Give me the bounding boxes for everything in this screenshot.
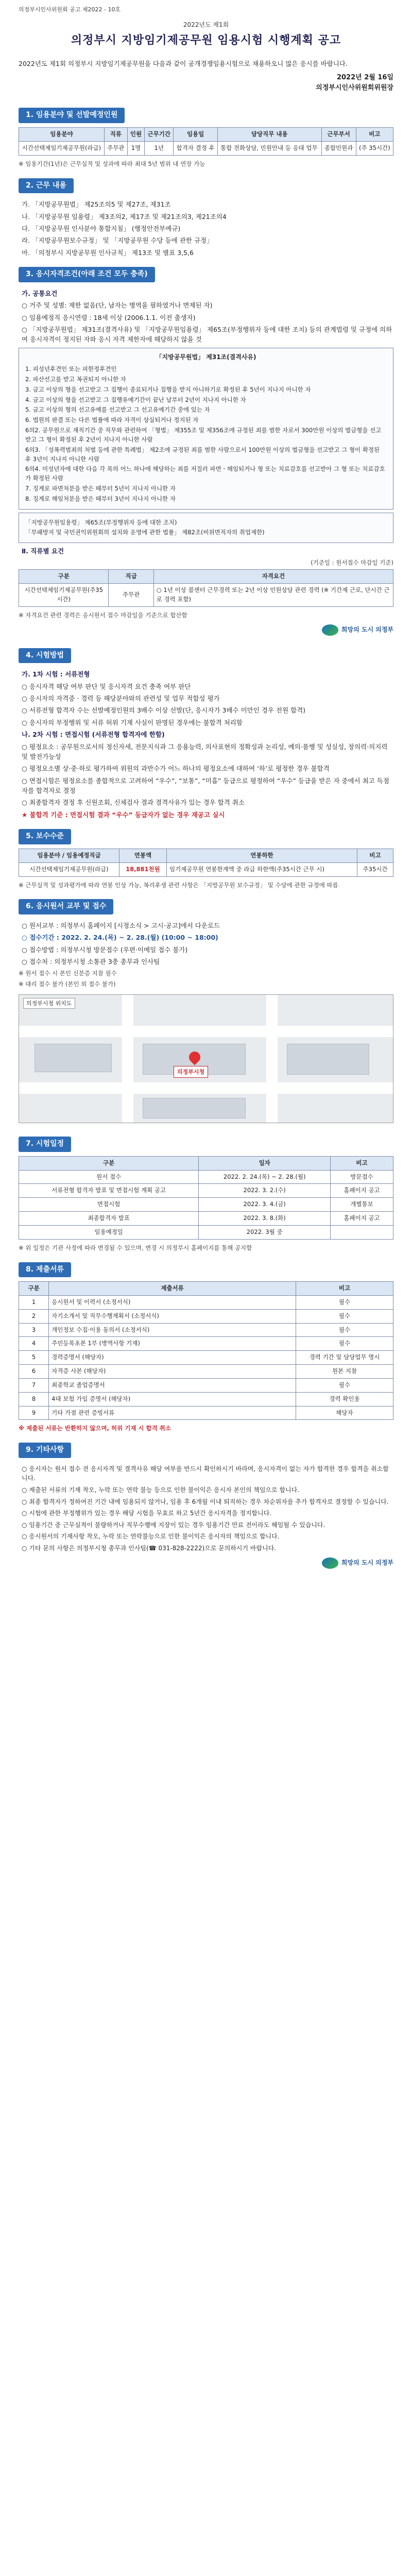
list-item: ○ 「지방공무원법」 제31조(결격사유) 및 「지방공무원임용령」 제65조(부정행위자 등에 대한 조치) 등의 관계법령 및 규정에 의하여 응시자격이 정지된 자와 응시 자격 제한자에 해당하지 않을 것: [22, 325, 392, 344]
list-item: ○ 거주 및 성별: 제한 없음(단, 남자는 병역을 필하였거나 면제된 자): [22, 301, 213, 310]
table-cell: 개별통보: [331, 1198, 393, 1212]
table-note: ※ 위 일정은 기관 사정에 따라 변경될 수 있으며, 변경 시 의정부시 홈페이지를 통해 공지함: [19, 1244, 252, 1251]
list-item: ○ 기타 문의 사항은 의정부시청 총무과 인사팀(☎ 031-828-2222)으로 문의하시기 바랍니다.: [22, 1545, 277, 1552]
col-header: 근무부서: [321, 128, 356, 142]
subsection-title: [22, 730, 393, 739]
table-cell: 임용예정일: [19, 1225, 199, 1239]
section-heading-7: 7. 시험일정: [19, 1137, 71, 1152]
table-cell: 2022. 3. 2.(수): [199, 1184, 331, 1198]
table-row: [19, 1378, 393, 1392]
table-cell: 필수: [296, 1309, 393, 1323]
table-cell: 개인정보 수집·이용 동의서 (소정서식): [49, 1323, 296, 1337]
table-cell: 경력 확인용: [296, 1392, 393, 1406]
box-line: 6의2. 공무원으로 재직기간 중 직무와 관련하여 「형법」 제355조 및 제356조에 규정된 죄를 범한 자로서 300만원 이상의 벌금형을 선고받고 그 형이 확정된 후 2년이 지나지 아니한 사람: [25, 427, 382, 443]
col-header: 임용분야 / 임용예정직급: [19, 849, 119, 862]
logo-text: 희망의 도시 의정부: [341, 626, 393, 634]
regulation-box: [19, 513, 393, 544]
col-header: 연봉하한: [166, 849, 357, 862]
col-header: 담당직무 내용: [218, 128, 322, 142]
table-cell: 2: [19, 1309, 49, 1323]
list-item: ○ 제출된 서류의 기재 착오, 누락 또는 연락 불능 등으로 인한 불이익은 응시자 본인의 책임으로 합니다.: [22, 1486, 299, 1494]
table-cell: 3: [19, 1323, 49, 1337]
notice-date: 2022년 2월 16일: [336, 74, 393, 82]
table-note: ※ 근무실적 및 성과평가에 따라 연봉 인상 가능, 복리후생 관련 사항은 「지방공무원 보수규정」 및 수당에 관한 규정에 따름: [19, 881, 338, 889]
list-item: ○ 응시자격 해당 여부 판단 및 응시자격 요건 충족 여부 판단: [22, 682, 191, 690]
section-heading-4: 4. 시험방법: [19, 648, 71, 664]
table-cell: 5: [19, 1351, 49, 1365]
list-item: 라. 「지방공무원보수규정」 및 「지방공무원 수당 등에 관한 규정」: [22, 236, 213, 245]
list-item: ○ 최종합격자 결정 후 신원조회, 신체검사 결과 결격사유가 있는 경우 합격 취소: [22, 799, 245, 807]
col-header: 임용분야: [19, 128, 105, 142]
table-row: [19, 1365, 393, 1379]
col-header: 인원: [127, 128, 145, 142]
disqualification-box: [19, 348, 393, 510]
list-item: ○ 최종 합격자가 정하여진 기간 내에 임용되지 않거나, 임용 후 6개월 이내 퇴직하는 경우 차순위자를 추가 합격자로 결정할 수 있습니다.: [22, 1498, 389, 1505]
section-heading-6: 6. 응시원서 교부 및 접수: [19, 899, 113, 914]
table-cell: 임기제공무원 연봉한계액 중 라급 하한액(주35시간 근무 시): [166, 862, 357, 876]
salary-table: [19, 849, 393, 877]
table-cell: 경력 기간 및 담당업무 명시: [296, 1351, 393, 1365]
table-note: ※ 제출된 서류는 반환하지 않으며, 허위 기재 시 합격 취소: [19, 1425, 171, 1432]
table-header-row: [19, 570, 393, 584]
table-row: [19, 1212, 393, 1226]
table-cell: 해당자: [296, 1406, 393, 1420]
title-block: [19, 20, 393, 49]
box-line: 3. 금고 이상의 형을 선고받고 그 집행이 종료되거나 집행을 받지 아니하기로 확정된 후 5년이 지나지 아니한 자: [25, 385, 311, 393]
table-cell: 필수: [296, 1337, 393, 1351]
table-cell: 2022. 3. 8.(화): [199, 1212, 331, 1226]
table-cell: 8: [19, 1392, 49, 1406]
footer-logo-row: [19, 1557, 393, 1569]
documents-table: [19, 1281, 393, 1420]
table-cell: 면접시험: [19, 1198, 199, 1212]
table-cell: 원본 지참: [296, 1365, 393, 1379]
box-line: 6의4. 미성년자에 대한 다음 각 목의 어느 하나에 해당하는 죄를 저질러 파면ㆍ해임되거나 형 또는 치료감호를 선고받아 그 형 또는 치료감호가 확정된 사람: [25, 465, 385, 482]
table-cell: 최종합격자 발표: [19, 1212, 199, 1226]
table-cell: 4: [19, 1337, 49, 1351]
table-cell: 6: [19, 1365, 49, 1379]
map-building: [287, 1044, 369, 1075]
col-header: 직급: [109, 570, 153, 584]
col-header: 임용일: [174, 128, 218, 142]
table-cell: [331, 1225, 393, 1239]
list-item: 나. 「지방공무원 임용령」 제3조의2, 제17조 및 제21조의3, 제21조의4: [22, 212, 227, 221]
list-item: ○ 면접시험은 평정요소를 종합적으로 고려하여 “우수”, “보통”, “미흡” 등급으로 평정하여 “우수” 등급을 받은 자 중에서 최고 득점자를 합격자로 결정: [22, 776, 389, 795]
table-cell: 9: [19, 1406, 49, 1420]
map-label: 의정부시청: [174, 1066, 208, 1078]
table-cell: 주무관: [104, 141, 127, 155]
table-row: [19, 1351, 393, 1365]
col-header: 비고: [331, 1156, 393, 1170]
col-header: 제출서류: [49, 1282, 296, 1296]
map-road: [122, 995, 133, 1123]
table-row: [19, 862, 393, 876]
fail-criteria-notice: ★ 불합격 기준 : 면접시험 결과 “우수” 등급자가 없는 경우 재공고 실시: [22, 810, 225, 819]
col-header: 일자: [199, 1156, 331, 1170]
section-heading-5: 5. 보수수준: [19, 829, 71, 844]
issuer: 의정부시인사위원회위원장: [316, 84, 393, 92]
table-cell: 최종학교 졸업증명서: [49, 1378, 296, 1392]
table-cell: ○ 1년 이상 콜센터 근무경력 또는 2년 이상 민원상담 관련 경력 (※ 기간제 근로, 단시간 근로 경력 포함): [153, 584, 393, 607]
logo-row: [19, 624, 393, 636]
location-map: [19, 994, 393, 1123]
table-cell: 서류전형 합격자 발표 및 면접시험 계획 공고: [19, 1184, 199, 1198]
list-item: 마. 「의정부시 지방공무원 인사규칙」 제13조 및 별표 3,5,6: [22, 248, 194, 257]
table-row: [19, 1225, 393, 1239]
list-item: ○ 평정요소별 상·중·하로 평가하여 위원의 과반수가 어느 하나의 평정요소에 대하여 ‘하’로 평정한 경우 불합격: [22, 765, 330, 773]
table-row: [19, 1170, 393, 1184]
qualification-table: [19, 569, 393, 606]
box-line: 1. 피성년후견인 또는 피한정후견인: [25, 365, 117, 373]
note-line: ※ 대리 접수 불가 (본인 외 접수 불가): [19, 980, 116, 988]
list-item: ○ 평정요소 : 공무원으로서의 정신자세, 전문지식과 그 응용능력, 의사표현의 정확성과 논리성, 예의·품행 및 성실성, 창의력·의지력 및 발전가능성: [22, 742, 388, 760]
city-logo-icon: [322, 624, 338, 636]
table-row: [19, 1296, 393, 1310]
table-note: ※ 임용기간(1년)은 근무실적 및 성과에 따라 최대 5년 범위 내 연장 가능: [19, 160, 205, 167]
table-cell: 주35시간: [357, 862, 393, 876]
section-heading-8: 8. 제출서류: [19, 1262, 71, 1278]
sub-title: 2022년도 제1회: [183, 21, 229, 29]
table-header-row: [19, 849, 393, 862]
map-road: [19, 1026, 393, 1037]
table-cell: (주 35시간): [356, 141, 393, 155]
map-road: [266, 995, 278, 1123]
list-item: ○ 시험에 관한 부정행위가 있는 경우 해당 시험을 무효로 하고 5년간 응시자격을 정지합니다.: [22, 1510, 272, 1517]
table-row: [19, 1323, 393, 1337]
table-row: [19, 1198, 393, 1212]
table-note: ※ 자격요건 관련 경력은 응시원서 접수 마감일을 기준으로 합산함: [19, 611, 187, 619]
box-line: 「부패방지 및 국민권익위원회의 설치와 운영에 관한 법률」 제82조(비위면직자의 취업제한): [25, 529, 265, 536]
map-building: [143, 1098, 246, 1118]
col-header: 근무기간: [145, 128, 174, 142]
subsection-title-text: Ⅱ. 직류별 요건: [22, 547, 64, 555]
section-heading-3: 3. 응시자격조건(아래 조건 모두 충족): [19, 267, 155, 282]
box-line: 8. 징계로 해임처분을 받은 때부터 3년이 지나지 아니한 자: [25, 495, 176, 502]
table-cell: 자기소개서 및 직무수행계획서 (소정서식): [49, 1309, 296, 1323]
list-item: ○ 서류전형 합격자 수는 선발예정인원의 3배수 이상 선발(단, 응시자가 3배수 미만인 경우 전원 합격): [22, 706, 306, 715]
table-row: [19, 141, 393, 155]
table-cell: 합격자 결정 후: [174, 141, 218, 155]
col-header: 비고: [356, 128, 393, 142]
table-cell: 자격증 사본 (해당자): [49, 1365, 296, 1379]
list-item: ○ 임용기간 중 근무실적이 불량하거나 직무수행에 지장이 있는 경우 임용기간 만료 전이라도 해임될 수 있습니다.: [22, 1521, 325, 1529]
section-heading-2: 2. 근무 내용: [19, 178, 74, 194]
table-row: [19, 584, 393, 607]
main-title: 의정부시 지방임기제공무원 임용시험 시행계획 공고: [71, 33, 341, 47]
table-caption: (기준일 : 원서접수 마감일 기준): [311, 558, 393, 566]
table-cell: 2022. 3월 중: [199, 1225, 331, 1239]
table-header-row: [19, 1282, 393, 1296]
box-line: 7. 징계로 파면처분을 받은 때부터 5년이 지나지 아니한 자: [25, 484, 176, 492]
list-item: ○ 임용예정직 응시연령 : 18세 이상 (2006.1.1. 이전 출생자): [22, 313, 196, 321]
section-heading-9: 9. 기타사항: [19, 1443, 71, 1458]
table-cell: 1년: [145, 141, 174, 155]
col-header: 구분: [19, 570, 109, 584]
table-cell: 7: [19, 1378, 49, 1392]
table-cell: 종합민원과: [321, 141, 356, 155]
table-cell: 2022. 3. 4.(금): [199, 1198, 331, 1212]
table-cell: 홈페이지 공고: [331, 1212, 393, 1226]
table-row: [19, 1392, 393, 1406]
box-line: 4. 금고 이상의 형을 선고받고 그 집행유예기간이 끝난 날부터 2년이 지나지 아니한 자: [25, 396, 246, 403]
table-cell: 기타 가점 관련 증빙서류: [49, 1406, 296, 1420]
table-cell: 경력증명서 (해당자): [49, 1351, 296, 1365]
notice-number: 의정부시인사위원회 공고 제2022 - 10호: [19, 6, 121, 13]
subsection-title-text: 가. 1차 시험 : 서류전형: [22, 670, 90, 679]
schedule-table: [19, 1156, 393, 1240]
list-item: ○ 접수방법 : 의정부시청 방문접수 (우편·이메일 접수 불가): [22, 945, 188, 954]
box-line: 「지방공무원임용령」 제65조(부정행위자 등에 대한 조치): [25, 518, 177, 526]
city-logo-icon: [322, 1557, 338, 1569]
box-title: 「지방공무원법」 제31조(결격사유): [156, 353, 256, 361]
section-heading-1: 1. 임용분야 및 선발예정인원: [19, 108, 125, 123]
table-cell: 원서 접수: [19, 1170, 199, 1184]
recruitment-table: [19, 127, 393, 156]
list-item: ○ 접수처 : 의정부시청 소통관 3층 총무과 인사팀: [22, 958, 160, 966]
map-caption: 의정부시청 위치도: [23, 998, 75, 1009]
table-cell: 응시원서 및 이력서 (소정서식): [49, 1296, 296, 1310]
col-header: 구분: [19, 1156, 199, 1170]
table-row: [19, 1337, 393, 1351]
table-cell: 방문접수: [331, 1170, 393, 1184]
table-cell: 홈페이지 공고: [331, 1184, 393, 1198]
list-item: ○ 접수기간 : 2022. 2. 24.(목) ~ 2. 28.(월) (10:00 ~ 18:00): [22, 934, 218, 942]
subsection-title: [22, 546, 393, 556]
table-header-row: [19, 1156, 393, 1170]
table-cell: 필수: [296, 1378, 393, 1392]
intro-text: 2022년도 제1회 의정부시 지방임기제공무원을 다음과 같이 공개경쟁임용시험으로 채용하오니 많은 응시를 바랍니다.: [19, 59, 348, 67]
table-cell: 주민등록초본 1부 (병역사항 기재): [49, 1337, 296, 1351]
map-building: [35, 1044, 112, 1072]
list-item: ○ 응시자의 부정행위 및 서류 허위 기재 사실이 판명된 경우에는 불합격 처리함: [22, 718, 243, 726]
table-cell: 1명: [127, 141, 145, 155]
subsection-title: [22, 669, 393, 679]
table-cell: 1: [19, 1296, 49, 1310]
note-line: ※ 원서 접수 시 본인 신분증 지참 필수: [19, 969, 117, 977]
table-row: [19, 1406, 393, 1420]
table-row: [19, 1184, 393, 1198]
subsection-title-text: 나. 2차 시험 : 면접시험 (서류전형 합격자에 한함): [22, 731, 165, 739]
box-line: 6. 법원의 판결 또는 다른 법률에 따라 자격이 상실되거나 정지된 자: [25, 416, 199, 424]
list-item: ○ 응시자는 원서 접수 전 응시자격 및 결격사유 해당 여부를 반드시 확인하시기 바라며, 응시자격이 없는 자가 합격한 경우 합격을 취소합니다.: [22, 1465, 389, 1482]
col-header: 비고: [357, 849, 393, 862]
col-header: 구분: [19, 1282, 49, 1296]
map-road: [19, 1082, 393, 1094]
table-cell: 18,881천원: [119, 862, 166, 876]
col-header: 비고: [296, 1282, 393, 1296]
table-cell: 필수: [296, 1323, 393, 1337]
col-header: 연봉액: [119, 849, 166, 862]
list-item: ○ 응시자의 자격증 · 경력 등 해당분야와의 관련성 및 업무 적합성 평가: [22, 694, 220, 703]
box-line: 5. 금고 이상의 형의 선고유예를 선고받고 그 선고유예기간 중에 있는 자: [25, 406, 210, 414]
table-cell: 시간선택제임기제공무원(주35시간): [19, 584, 109, 607]
box-line: 2. 파산선고를 받고 복권되지 아니한 자: [25, 376, 126, 383]
logo-text: 희망의 도시 의정부: [341, 1559, 393, 1567]
table-header-row: [19, 128, 393, 142]
table-cell: 필수: [296, 1296, 393, 1310]
list-item: 다. 「지방공무원 인사분야 통합지침」 (행정안전부예규): [22, 224, 181, 232]
subsection-title: [22, 289, 393, 298]
list-item: 가. 「지방공무원법」 제25조의5 및 제27조, 제31조: [22, 200, 171, 209]
list-item: ○ 응시원서의 기재사항 착오, 누락 또는 연락불능으로 인한 불이익은 응시자의 책임으로 합니다.: [22, 1533, 280, 1540]
list-item: ○ 원서교부 : 의정부시 홈페이지 [시정소식 > 고시·공고]에서 다운로드: [22, 922, 220, 930]
table-cell: 2022. 2. 24.(목) ~ 2. 28.(월): [199, 1170, 331, 1184]
box-line: 6의3. 「성폭력범죄의 처벌 등에 관한 특례법」 제2조에 규정된 죄를 범한 사람으로서 100만원 이상의 벌금형을 선고받고 그 형이 확정된 후 3년이 지나지 아니한 사람: [25, 446, 380, 463]
subsection-title-text: 가. 공통요건: [22, 289, 58, 297]
table-cell: 시간선택제임기제공무원(라급): [19, 141, 105, 155]
table-cell: 시간선택제임기제공무원(라급): [19, 862, 119, 876]
table-cell: 주무관: [109, 584, 153, 607]
table-cell: 통합 전화상담, 민원안내 등 응대 업무: [218, 141, 322, 155]
col-header: 직류: [104, 128, 127, 142]
table-cell: 4대 보험 가입 증명서 (해당자): [49, 1392, 296, 1406]
table-row: [19, 1309, 393, 1323]
col-header: 자격요건: [153, 570, 393, 584]
